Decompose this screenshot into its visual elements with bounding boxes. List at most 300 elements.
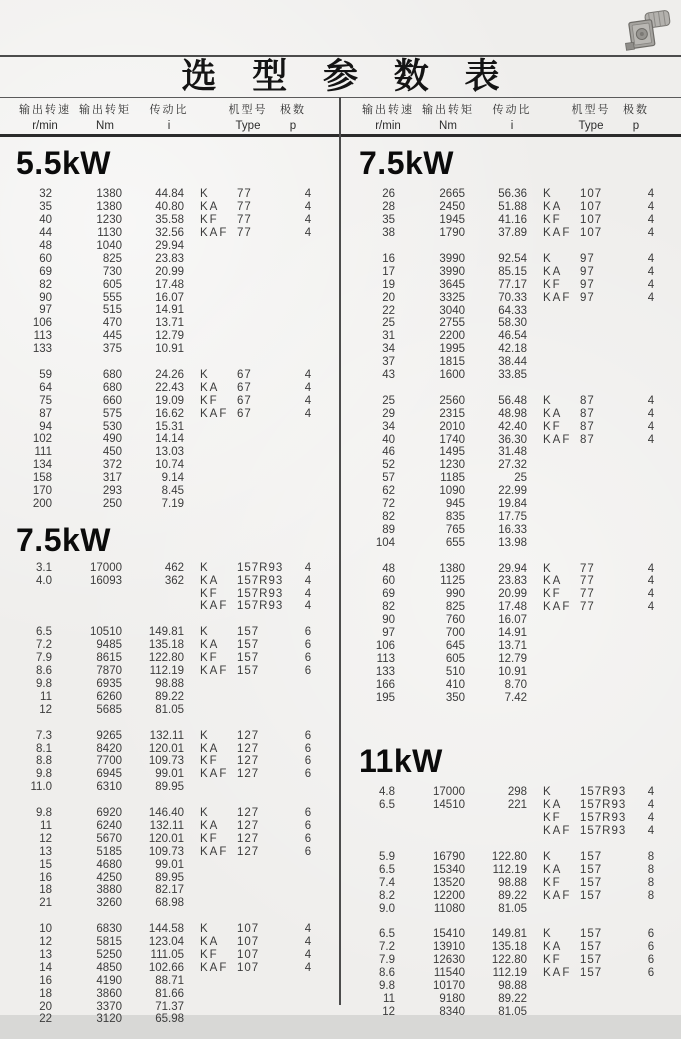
cell-ratio: 35.58 (155, 214, 184, 227)
cell-torque: 1380 (96, 201, 122, 214)
cell-size: 77 (237, 188, 252, 201)
cell-torque: 13520 (433, 876, 465, 889)
cell-poles: 6 (304, 639, 312, 652)
cell-size: 77 (580, 575, 595, 588)
cell-speed: 133 (375, 665, 395, 678)
table-row (0, 768, 338, 781)
cell-speed: 44 (39, 227, 52, 240)
cell-torque: 1185 (440, 472, 465, 485)
cell-poles: 4 (647, 188, 655, 201)
table-row (0, 690, 338, 703)
table-row (0, 742, 338, 755)
table-row (343, 812, 681, 825)
cell-speed: 8.8 (36, 755, 52, 768)
cell-ratio: 88.71 (155, 974, 184, 987)
cell-type: KA (200, 639, 220, 652)
table-row (343, 851, 681, 864)
table-row (0, 252, 338, 265)
header-poles-label: 极数 (280, 104, 306, 116)
cell-speed: 11 (40, 819, 52, 832)
cell-torque: 1230 (96, 214, 122, 227)
cell-ratio: 7.42 (504, 691, 527, 704)
table-row (343, 536, 681, 549)
cell-poles: 4 (304, 188, 312, 201)
cell-type: K (543, 253, 553, 265)
ratio-block (343, 851, 681, 915)
cell-speed: 82 (39, 278, 52, 291)
table-row (343, 786, 681, 799)
cell-speed: 133 (32, 343, 52, 356)
cell-speed: 12 (39, 936, 52, 949)
table-row (0, 407, 338, 420)
table-row (343, 652, 681, 665)
cell-torque: 11540 (433, 967, 465, 980)
cell-size: 127 (237, 832, 260, 845)
table-row (0, 369, 338, 382)
cell-ratio: 17.48 (498, 601, 527, 614)
table-row (0, 201, 338, 214)
table-row (0, 626, 338, 639)
header-speed-unit: r/min (375, 120, 401, 132)
cell-type: KAF (200, 961, 229, 974)
cell-torque: 4680 (96, 858, 122, 871)
header-torque-label: 输出转矩 (422, 104, 474, 116)
cell-torque: 470 (102, 317, 122, 330)
table-row (343, 278, 681, 291)
cell-size: 127 (237, 807, 260, 820)
table-row (0, 807, 338, 820)
ratio-block (0, 369, 338, 511)
cell-speed: 170 (32, 485, 52, 498)
cell-type: K (543, 562, 553, 575)
cell-size: 77 (580, 562, 595, 575)
cell-poles: 4 (647, 786, 655, 799)
cell-torque: 530 (102, 420, 122, 433)
cell-size: 157R93 (237, 600, 284, 613)
cell-poles: 4 (304, 936, 312, 949)
cell-torque: 835 (445, 510, 465, 523)
cell-ratio: 98.88 (155, 677, 184, 690)
cell-poles: 6 (304, 665, 312, 678)
ratio-block (0, 188, 338, 356)
cell-size: 157 (580, 863, 603, 876)
cell-torque: 3260 (96, 897, 122, 910)
cell-torque: 9265 (96, 729, 122, 742)
cell-type: KF (543, 214, 562, 227)
cell-torque: 760 (445, 614, 465, 627)
cell-speed: 38 (382, 227, 395, 240)
section-heading: 5.5kW (16, 145, 111, 181)
cell-poles: 4 (647, 278, 655, 291)
cell-poles: 4 (647, 588, 655, 601)
cell-ratio: 8.45 (161, 485, 184, 498)
cell-size: 157 (237, 665, 260, 678)
cell-torque: 9180 (439, 992, 465, 1005)
cell-speed: 16 (39, 974, 52, 987)
cell-size: 127 (237, 845, 260, 858)
cell-speed: 48 (382, 562, 395, 575)
cell-type: KAF (200, 227, 229, 240)
cell-size: 157R93 (580, 825, 627, 838)
cell-torque: 1995 (439, 343, 465, 356)
table-row (343, 902, 681, 915)
header-ratio-label: 传动比 (149, 104, 189, 116)
cell-speed: 72 (382, 498, 395, 511)
cell-torque: 2315 (439, 407, 465, 420)
cell-speed: 34 (382, 420, 395, 433)
cell-ratio: 85.15 (498, 265, 527, 278)
cell-ratio: 92.54 (498, 253, 527, 265)
section-heading: 7.5kW (359, 145, 454, 181)
cell-size: 157 (580, 876, 603, 889)
cell-size: 107 (580, 227, 603, 240)
table-row (0, 871, 338, 884)
table-row (343, 188, 681, 201)
cell-type: KA (200, 819, 220, 832)
cell-poles: 8 (647, 889, 655, 902)
cell-speed: 87 (39, 407, 52, 420)
cell-torque: 15410 (433, 928, 465, 941)
cell-type: KA (543, 863, 563, 876)
table-row (0, 703, 338, 716)
header-ratio (124, 101, 214, 132)
cell-size: 157 (237, 639, 260, 652)
cell-torque: 825 (445, 601, 465, 614)
cell-ratio: 135.18 (491, 941, 527, 954)
cell-size: 157 (580, 954, 603, 967)
cell-torque: 3370 (96, 1000, 122, 1013)
cell-ratio: 221 (507, 799, 527, 812)
cell-speed: 7.2 (36, 639, 52, 652)
table-row (343, 472, 681, 485)
table-row (0, 433, 338, 446)
cell-ratio: 48.98 (498, 407, 527, 420)
header-poles (263, 101, 323, 132)
cell-ratio: 19.09 (155, 394, 184, 407)
header-torque-unit: Nm (96, 120, 114, 132)
cell-ratio: 362 (164, 574, 184, 587)
cell-poles: 4 (647, 394, 655, 407)
cell-ratio: 7.19 (161, 497, 184, 510)
cell-poles: 4 (647, 825, 655, 838)
table-row (0, 755, 338, 768)
cell-type: KA (543, 575, 563, 588)
cell-speed: 60 (382, 575, 395, 588)
cell-ratio: 58.30 (498, 317, 527, 330)
cell-poles: 8 (647, 863, 655, 876)
ratio-block (343, 928, 681, 1018)
cell-speed: 22 (39, 1013, 52, 1026)
cell-poles: 8 (647, 876, 655, 889)
table-row (343, 485, 681, 498)
cell-poles: 4 (647, 201, 655, 214)
cell-torque: 16093 (90, 574, 122, 587)
cell-torque: 16790 (433, 850, 465, 863)
table-row (0, 227, 338, 240)
table-row (343, 954, 681, 967)
cell-ratio: 42.40 (498, 420, 527, 433)
cell-torque: 730 (102, 265, 122, 278)
cell-ratio: 38.44 (498, 356, 527, 369)
cell-ratio: 98.88 (498, 979, 527, 992)
cell-torque: 5185 (96, 845, 122, 858)
cell-ratio: 41.16 (498, 214, 527, 227)
table-row (343, 825, 681, 838)
cell-poles: 6 (647, 954, 655, 967)
cell-torque: 317 (102, 472, 122, 485)
table-row (343, 627, 681, 640)
section-heading: 7.5kW (16, 522, 111, 559)
cell-poles: 4 (647, 253, 655, 265)
cell-poles: 6 (647, 941, 655, 954)
ratio-block (343, 786, 681, 838)
header-ratio-unit: i (510, 120, 514, 132)
cell-ratio: 13.98 (498, 536, 527, 549)
cell-speed: 4.0 (36, 574, 52, 587)
cell-speed: 25 (382, 317, 395, 330)
table-row (0, 265, 338, 278)
cell-speed: 106 (32, 317, 52, 330)
cell-ratio: 16.07 (155, 291, 184, 304)
table-row (0, 446, 338, 459)
cell-speed: 57 (382, 472, 395, 485)
cell-speed: 90 (382, 614, 395, 627)
cell-ratio: 40.80 (155, 201, 184, 214)
cell-type: KF (200, 587, 219, 600)
cell-torque: 5670 (96, 832, 122, 845)
cell-size: 67 (237, 407, 252, 420)
cell-type: K (200, 561, 210, 574)
cell-speed: 22 (382, 304, 395, 317)
table-row (343, 369, 681, 382)
table-row (0, 820, 338, 833)
table-row (343, 433, 681, 446)
cell-ratio: 16.07 (498, 614, 527, 627)
cell-ratio: 33.85 (498, 369, 527, 382)
cell-type: K (200, 369, 210, 382)
cell-size: 97 (580, 253, 595, 265)
cell-speed: 97 (39, 304, 52, 317)
table-row (343, 1005, 681, 1018)
cell-ratio: 14.91 (498, 627, 527, 640)
cell-poles: 6 (304, 755, 312, 768)
cell-type: KF (543, 588, 562, 601)
cell-ratio: 123.04 (148, 936, 184, 949)
cell-poles: 4 (647, 575, 655, 588)
cell-type: KA (200, 742, 220, 755)
cell-size: 87 (580, 420, 595, 433)
cell-torque: 410 (445, 678, 465, 691)
cell-poles: 4 (304, 407, 312, 420)
cell-speed: 8.6 (36, 665, 52, 678)
cell-size: 97 (580, 265, 595, 278)
power-section (0, 523, 338, 1026)
cell-poles: 4 (647, 291, 655, 304)
cell-torque: 15340 (433, 863, 465, 876)
cell-ratio: 149.81 (148, 626, 184, 639)
cell-ratio: 17.48 (155, 278, 184, 291)
cell-ratio: 81.05 (498, 1005, 527, 1018)
cell-poles: 4 (647, 812, 655, 825)
cell-ratio: 132.11 (149, 729, 184, 742)
cell-torque: 1380 (96, 188, 122, 201)
cell-size: 107 (580, 188, 603, 201)
cell-ratio: 89.22 (498, 992, 527, 1005)
cell-ratio: 89.95 (155, 871, 184, 884)
cell-size: 157R93 (237, 587, 284, 600)
cell-poles: 4 (647, 407, 655, 420)
cell-speed: 195 (375, 691, 395, 704)
cell-torque: 14510 (433, 799, 465, 812)
header-poles (606, 101, 666, 132)
cell-size: 77 (237, 227, 252, 240)
cell-size: 157 (580, 850, 603, 863)
cell-ratio: 122.80 (491, 850, 527, 863)
cell-size: 157 (580, 889, 603, 902)
cell-size: 127 (237, 819, 260, 832)
cell-ratio: 36.30 (498, 433, 527, 446)
cell-speed: 82 (382, 601, 395, 614)
table-row (0, 665, 338, 678)
cell-size: 67 (237, 369, 252, 382)
table-row (343, 941, 681, 954)
cell-ratio: 14.14 (155, 433, 184, 446)
cell-torque: 1230 (439, 459, 465, 472)
cell-ratio: 20.99 (498, 588, 527, 601)
cell-ratio: 51.88 (498, 201, 527, 214)
table-row (0, 845, 338, 858)
cell-torque: 1945 (439, 214, 465, 227)
cell-ratio: 17.75 (498, 510, 527, 523)
gearmotor-photo-icon (620, 7, 678, 56)
cell-torque: 6240 (96, 819, 122, 832)
cell-speed: 18 (39, 987, 52, 1000)
cell-type: K (200, 807, 210, 820)
cell-type: KAF (200, 768, 229, 781)
table-row (0, 652, 338, 665)
table-row (343, 928, 681, 941)
cell-ratio: 298 (507, 786, 527, 799)
table-row (343, 214, 681, 227)
table-row (0, 936, 338, 949)
cell-poles: 6 (304, 742, 312, 755)
table-row (0, 987, 338, 1000)
cell-ratio: 99.01 (155, 768, 184, 781)
cell-type: KF (543, 954, 562, 967)
cell-ratio: 64.33 (498, 304, 527, 317)
cell-poles: 4 (304, 561, 312, 574)
cell-ratio: 89.22 (498, 889, 527, 902)
cell-type: K (543, 786, 553, 799)
ratio-block (0, 729, 338, 793)
cell-poles: 6 (304, 626, 312, 639)
cell-size: 157 (580, 941, 603, 954)
cell-size: 67 (237, 381, 252, 394)
cell-speed: 6.5 (379, 799, 395, 812)
cell-size: 107 (580, 214, 603, 227)
cell-torque: 510 (445, 665, 465, 678)
cell-poles: 6 (304, 729, 312, 742)
cell-speed: 90 (39, 291, 52, 304)
cell-ratio: 22.43 (155, 381, 184, 394)
cell-torque: 4190 (96, 974, 122, 987)
header-poles-label: 极数 (623, 104, 649, 116)
ratio-block (343, 188, 681, 240)
cell-type: KA (200, 201, 220, 214)
cell-torque: 3040 (439, 304, 465, 317)
table-row (343, 863, 681, 876)
table-row (343, 446, 681, 459)
cell-torque: 450 (102, 446, 122, 459)
cell-torque: 6260 (96, 690, 122, 703)
cell-poles: 6 (304, 832, 312, 845)
cell-ratio: 81.05 (155, 703, 184, 716)
cell-torque: 515 (102, 304, 122, 317)
cell-torque: 8615 (96, 652, 122, 665)
cell-torque: 10170 (433, 979, 465, 992)
table-row (0, 781, 338, 794)
table-row (343, 459, 681, 472)
table-row (343, 317, 681, 330)
cell-torque: 6830 (96, 923, 122, 936)
cell-speed: 20 (382, 291, 395, 304)
cell-size: 157 (580, 967, 603, 980)
cell-torque: 372 (102, 459, 122, 472)
cell-ratio: 122.80 (491, 954, 527, 967)
table-row (343, 691, 681, 704)
table-row (343, 330, 681, 343)
cell-ratio: 68.98 (155, 897, 184, 910)
cell-size: 127 (237, 742, 260, 755)
cell-poles: 4 (647, 799, 655, 812)
header-type-label: 机型号 (571, 104, 611, 116)
cell-ratio: 22.99 (498, 485, 527, 498)
table-row (0, 317, 338, 330)
cell-torque: 3990 (439, 265, 465, 278)
cell-type: KAF (200, 600, 229, 613)
cell-torque: 700 (445, 627, 465, 640)
cell-speed: 32 (39, 188, 52, 201)
cell-ratio: 71.37 (155, 1000, 184, 1013)
cell-speed: 14 (39, 961, 52, 974)
cell-type: KAF (543, 227, 572, 240)
cell-speed: 48 (39, 240, 52, 252)
cell-poles: 4 (647, 227, 655, 240)
table-row (343, 992, 681, 1005)
table-row (343, 420, 681, 433)
cell-torque: 765 (445, 523, 465, 536)
table-row (343, 201, 681, 214)
table-row (0, 858, 338, 871)
cell-speed: 8.2 (379, 889, 395, 902)
table-row (343, 980, 681, 993)
cell-ratio: 112.19 (492, 863, 527, 876)
table-header-left (0, 101, 338, 134)
cell-type: KF (200, 948, 219, 961)
cell-type: KAF (200, 665, 229, 678)
cell-speed: 7.9 (36, 652, 52, 665)
cell-torque: 4250 (96, 871, 122, 884)
cell-speed: 7.9 (379, 954, 395, 967)
table-row (343, 291, 681, 304)
cell-ratio: 24.26 (155, 369, 184, 382)
cell-torque: 6945 (96, 768, 122, 781)
cell-type: KF (543, 278, 562, 291)
table-row (343, 967, 681, 980)
cell-torque: 3120 (96, 1013, 122, 1026)
table-row (343, 575, 681, 588)
cell-size: 107 (237, 948, 260, 961)
